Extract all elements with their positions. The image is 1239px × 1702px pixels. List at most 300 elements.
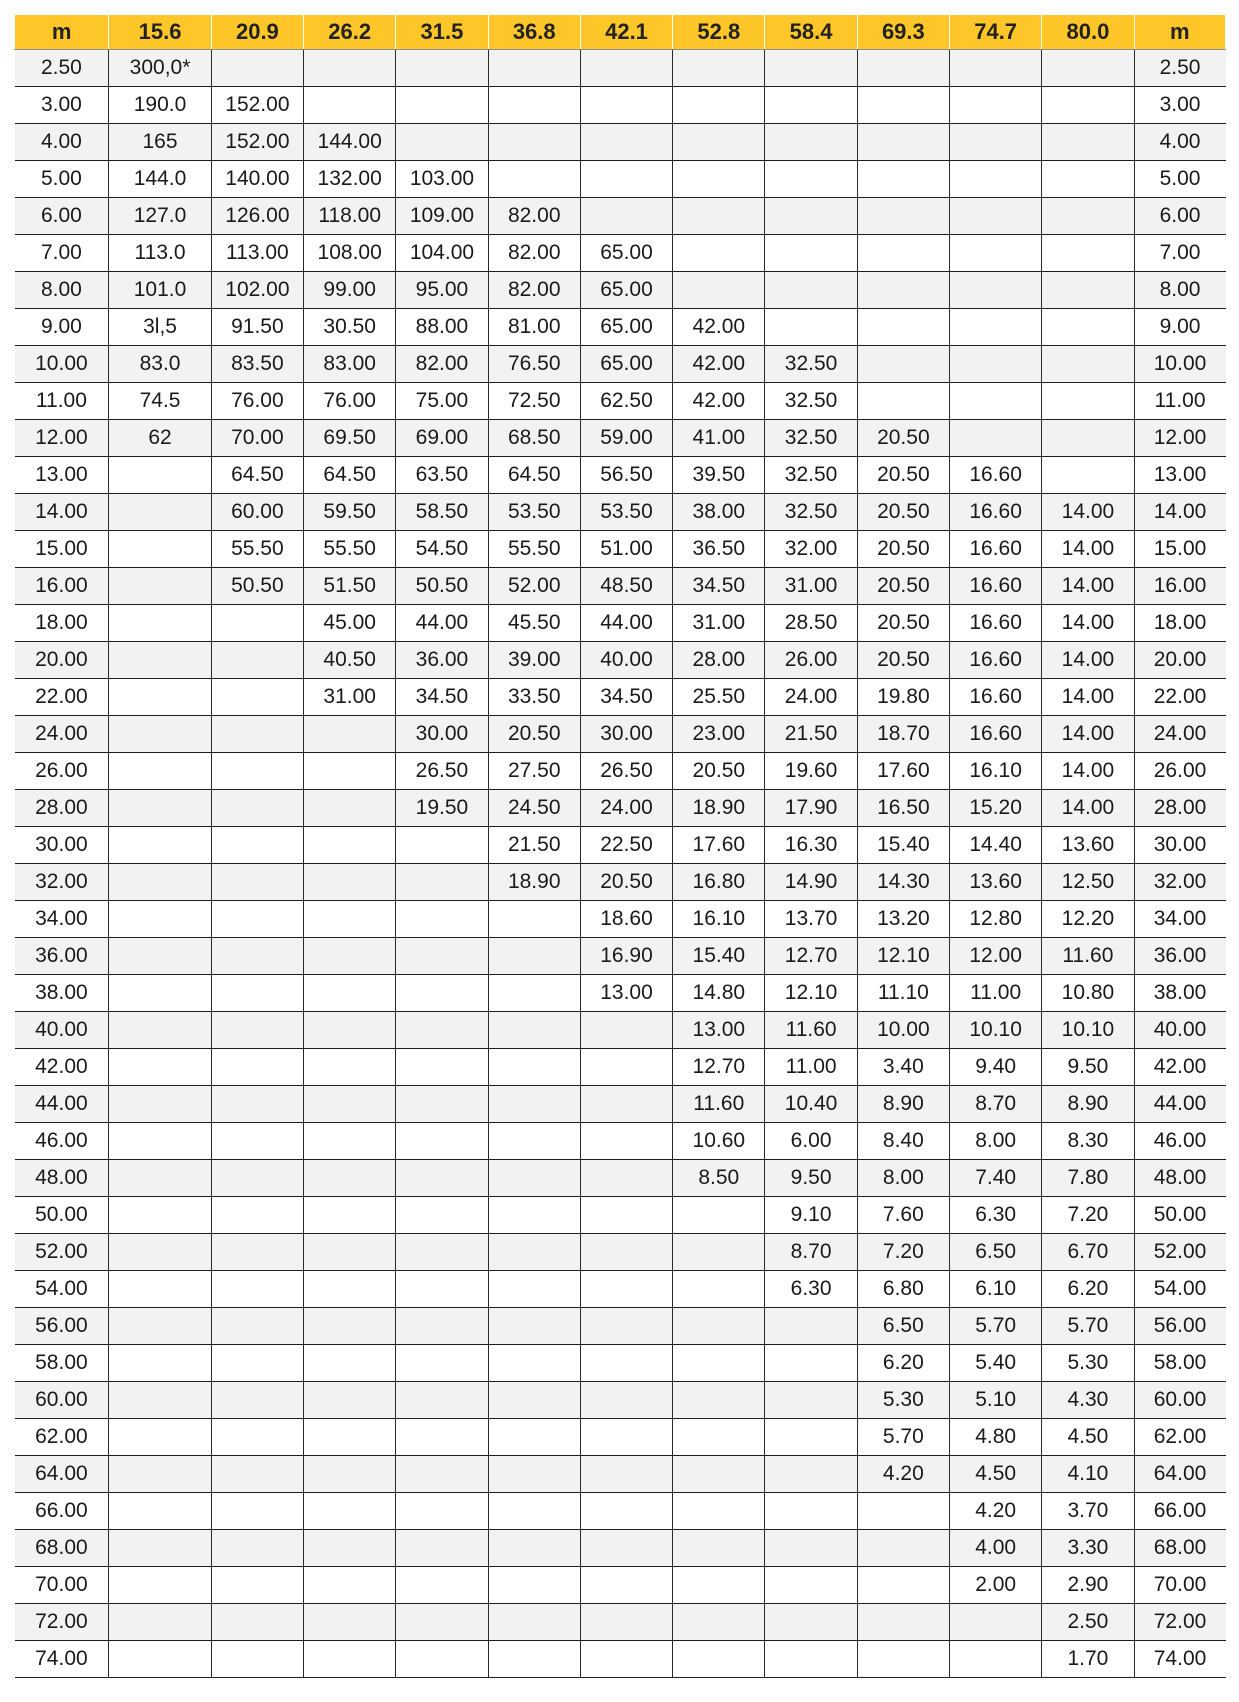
load-cell: 27.50: [488, 753, 580, 790]
load-cell: [857, 198, 949, 235]
radius-cell-left: 48.00: [15, 1160, 109, 1197]
table-row: [15, 1308, 1226, 1345]
load-cell: 1.70: [1042, 1641, 1134, 1678]
load-cell: 4.80: [950, 1419, 1042, 1456]
load-cell: [580, 198, 672, 235]
load-cell: 33.50: [488, 679, 580, 716]
load-cell: [396, 1308, 488, 1345]
table-row: [15, 457, 1226, 494]
load-cell: [109, 1493, 211, 1530]
load-cell: [673, 1419, 765, 1456]
load-cell: 12.50: [1042, 864, 1134, 901]
load-cell: 101.0: [109, 272, 211, 309]
load-cell: [109, 901, 211, 938]
load-cell: [857, 309, 949, 346]
load-cell: [304, 1123, 396, 1160]
load-cell: [1042, 235, 1134, 272]
load-cell: 13.60: [950, 864, 1042, 901]
load-cell: 20.50: [488, 716, 580, 753]
load-cell: [580, 1382, 672, 1419]
radius-cell-left: 11.00: [15, 383, 109, 420]
load-cell: [950, 1641, 1042, 1678]
table-row: [15, 975, 1226, 1012]
load-cell: 16.60: [950, 531, 1042, 568]
load-cell: 40.00: [580, 642, 672, 679]
load-cell: [580, 1123, 672, 1160]
radius-cell-right: 3.00: [1134, 87, 1225, 124]
load-cell: 16.30: [765, 827, 857, 864]
load-cell: 8.90: [857, 1086, 949, 1123]
load-cell: [857, 1493, 949, 1530]
load-cell: 16.60: [950, 494, 1042, 531]
radius-cell-left: 9.00: [15, 309, 109, 346]
load-cell: [950, 346, 1042, 383]
load-cell: [396, 1123, 488, 1160]
load-cell: 39.50: [673, 457, 765, 494]
radius-cell-right: 42.00: [1134, 1049, 1225, 1086]
radius-cell-left: 66.00: [15, 1493, 109, 1530]
radius-cell-left: 54.00: [15, 1271, 109, 1308]
load-cell: [765, 1419, 857, 1456]
load-cell: 31.00: [304, 679, 396, 716]
load-cell: [673, 198, 765, 235]
load-cell: 16.90: [580, 938, 672, 975]
load-cell: [396, 1086, 488, 1123]
radius-cell-left: 15.00: [15, 531, 109, 568]
load-cell: [580, 1049, 672, 1086]
load-cell: 32.50: [765, 346, 857, 383]
load-cell: [304, 1456, 396, 1493]
table-row: [15, 1567, 1226, 1604]
load-cell: [304, 938, 396, 975]
load-cell: 26.00: [765, 642, 857, 679]
load-cell: [396, 975, 488, 1012]
radius-cell-left: 18.00: [15, 605, 109, 642]
radius-cell-right: 50.00: [1134, 1197, 1225, 1234]
radius-cell-right: 62.00: [1134, 1419, 1225, 1456]
load-cell: 11.60: [1042, 938, 1134, 975]
table-row: [15, 901, 1226, 938]
load-cell: 11.60: [673, 1086, 765, 1123]
load-cell: [673, 1567, 765, 1604]
load-cell: 45.00: [304, 605, 396, 642]
load-cell: [488, 1271, 580, 1308]
load-cell: [211, 1049, 303, 1086]
load-cell: [211, 1456, 303, 1493]
header-boom-length: 31.5: [396, 15, 488, 50]
load-cell: 190.0: [109, 87, 211, 124]
load-cell: [765, 1456, 857, 1493]
radius-cell-right: 48.00: [1134, 1160, 1225, 1197]
load-cell: [488, 1345, 580, 1382]
load-cell: 5.40: [950, 1345, 1042, 1382]
load-cell: 12.70: [765, 938, 857, 975]
load-cell: 14.00: [1042, 753, 1134, 790]
radius-cell-left: 32.00: [15, 864, 109, 901]
load-cell: 17.90: [765, 790, 857, 827]
load-cell: 14.00: [1042, 494, 1134, 531]
load-cell: 108.00: [304, 235, 396, 272]
load-cell: [488, 1641, 580, 1678]
load-cell: [1042, 198, 1134, 235]
load-cell: [673, 1234, 765, 1271]
load-cell: 7.60: [857, 1197, 949, 1234]
load-cell: [580, 1086, 672, 1123]
load-cell: [580, 1641, 672, 1678]
load-cell: [396, 1160, 488, 1197]
load-cell: 81.00: [488, 309, 580, 346]
radius-cell-right: 46.00: [1134, 1123, 1225, 1160]
header-boom-length: 20.9: [211, 15, 303, 50]
load-cell: 16.50: [857, 790, 949, 827]
radius-cell-right: 9.00: [1134, 309, 1225, 346]
load-cell: 17.60: [673, 827, 765, 864]
load-cell: 10.00: [857, 1012, 949, 1049]
load-cell: 82.00: [396, 346, 488, 383]
load-cell: 15.40: [857, 827, 949, 864]
load-cell: [950, 383, 1042, 420]
radius-cell-right: 36.00: [1134, 938, 1225, 975]
load-cell: [765, 1345, 857, 1382]
load-cell: 28.50: [765, 605, 857, 642]
radius-cell-left: 26.00: [15, 753, 109, 790]
load-cell: [580, 1493, 672, 1530]
load-cell: [109, 1197, 211, 1234]
table-row: [15, 420, 1226, 457]
load-cell: [109, 938, 211, 975]
radius-cell-right: 58.00: [1134, 1345, 1225, 1382]
load-cell: 68.50: [488, 420, 580, 457]
load-cell: 20.50: [673, 753, 765, 790]
load-cell: 14.00: [1042, 716, 1134, 753]
load-cell: [765, 1382, 857, 1419]
load-cell: [396, 864, 488, 901]
table-row: [15, 1456, 1226, 1493]
load-cell: 103.00: [396, 161, 488, 198]
load-cell: 8.90: [1042, 1086, 1134, 1123]
load-cell: 6.70: [1042, 1234, 1134, 1271]
load-cell: 50.50: [211, 568, 303, 605]
load-cell: 3l,5: [109, 309, 211, 346]
load-cell: [765, 124, 857, 161]
load-cell: [396, 1493, 488, 1530]
table-row: [15, 790, 1226, 827]
load-cell: [109, 1160, 211, 1197]
load-cell: [211, 790, 303, 827]
header-boom-length: 36.8: [488, 15, 580, 50]
load-cell: 20.50: [857, 457, 949, 494]
table-row: [15, 531, 1226, 568]
load-cell: [1042, 272, 1134, 309]
load-cell: 10.60: [673, 1123, 765, 1160]
load-cell: [488, 1308, 580, 1345]
load-cell: 13.70: [765, 901, 857, 938]
radius-cell-right: 24.00: [1134, 716, 1225, 753]
load-cell: [211, 1493, 303, 1530]
table-row: [15, 1604, 1226, 1641]
load-cell: [673, 1493, 765, 1530]
header-row: [15, 15, 1226, 50]
table-row: [15, 87, 1226, 124]
load-cell: 300,0*: [109, 50, 211, 87]
load-cell: [580, 87, 672, 124]
load-cell: 8.70: [950, 1086, 1042, 1123]
load-cell: [950, 87, 1042, 124]
load-cell: [673, 1604, 765, 1641]
load-cell: 24.50: [488, 790, 580, 827]
load-cell: [673, 50, 765, 87]
load-cell: 41.00: [673, 420, 765, 457]
load-cell: 50.50: [396, 568, 488, 605]
radius-cell-right: 68.00: [1134, 1530, 1225, 1567]
load-cell: 140.00: [211, 161, 303, 198]
load-cell: 7.80: [1042, 1160, 1134, 1197]
load-cell: [304, 1604, 396, 1641]
load-cell: 16.60: [950, 605, 1042, 642]
load-cell: [304, 1567, 396, 1604]
load-cell: [304, 1530, 396, 1567]
load-cell: [1042, 346, 1134, 383]
radius-cell-right: 34.00: [1134, 901, 1225, 938]
radius-cell-left: 2.50: [15, 50, 109, 87]
table-row: [15, 938, 1226, 975]
radius-cell-left: 64.00: [15, 1456, 109, 1493]
load-cell: 7.40: [950, 1160, 1042, 1197]
radius-cell-left: 58.00: [15, 1345, 109, 1382]
table-row: [15, 1160, 1226, 1197]
load-cell: [211, 642, 303, 679]
load-cell: [109, 568, 211, 605]
radius-cell-right: 8.00: [1134, 272, 1225, 309]
load-cell: 152.00: [211, 87, 303, 124]
radius-cell-right: 5.00: [1134, 161, 1225, 198]
load-cell: 38.00: [673, 494, 765, 531]
load-cell: [211, 753, 303, 790]
load-cell: 88.00: [396, 309, 488, 346]
radius-cell-left: 34.00: [15, 901, 109, 938]
load-cell: [211, 938, 303, 975]
load-cell: 60.00: [211, 494, 303, 531]
radius-cell-left: 38.00: [15, 975, 109, 1012]
load-cell: 4.30: [1042, 1382, 1134, 1419]
table-row: [15, 161, 1226, 198]
load-cell: 14.30: [857, 864, 949, 901]
radius-cell-left: 72.00: [15, 1604, 109, 1641]
load-cell: 20.50: [857, 531, 949, 568]
load-cell: [765, 161, 857, 198]
load-cell: [109, 1234, 211, 1271]
radius-cell-right: 28.00: [1134, 790, 1225, 827]
load-cell: [580, 1271, 672, 1308]
load-cell: [488, 1456, 580, 1493]
radius-cell-right: 40.00: [1134, 1012, 1225, 1049]
load-cell: 12.70: [673, 1049, 765, 1086]
load-cell: [1042, 457, 1134, 494]
load-cell: 10.10: [950, 1012, 1042, 1049]
radius-cell-right: 56.00: [1134, 1308, 1225, 1345]
load-cell: 15.20: [950, 790, 1042, 827]
load-cell: [211, 1197, 303, 1234]
radius-cell-left: 68.00: [15, 1530, 109, 1567]
load-cell: [396, 1382, 488, 1419]
load-cell: 8.00: [950, 1123, 1042, 1160]
table-row: [15, 1086, 1226, 1123]
load-cell: 10.80: [1042, 975, 1134, 1012]
load-cell: [488, 1012, 580, 1049]
load-cell: [304, 1271, 396, 1308]
load-cell: [109, 1567, 211, 1604]
radius-cell-left: 56.00: [15, 1308, 109, 1345]
load-cell: [304, 827, 396, 864]
load-cell: 99.00: [304, 272, 396, 309]
load-cell: 9.10: [765, 1197, 857, 1234]
load-cell: 14.00: [1042, 531, 1134, 568]
load-cell: [304, 1160, 396, 1197]
load-cell: 6.30: [765, 1271, 857, 1308]
table-row: [15, 198, 1226, 235]
radius-cell-left: 22.00: [15, 679, 109, 716]
load-cell: 4.50: [1042, 1419, 1134, 1456]
load-cell: [580, 124, 672, 161]
load-cell: [109, 605, 211, 642]
load-cell: 9.40: [950, 1049, 1042, 1086]
radius-cell-left: 8.00: [15, 272, 109, 309]
table-row: [15, 1197, 1226, 1234]
load-cell: 55.50: [304, 531, 396, 568]
table-row: [15, 1530, 1226, 1567]
load-cell: 95.00: [396, 272, 488, 309]
load-cell: [765, 309, 857, 346]
load-cell: 30.50: [304, 309, 396, 346]
load-cell: [488, 1123, 580, 1160]
load-cell: [1042, 383, 1134, 420]
radius-cell-right: 12.00: [1134, 420, 1225, 457]
load-cell: [109, 1382, 211, 1419]
load-cell: [396, 124, 488, 161]
load-cell: 4.20: [950, 1493, 1042, 1530]
load-cell: 51.50: [304, 568, 396, 605]
load-cell: [765, 1641, 857, 1678]
table-row: [15, 124, 1226, 161]
load-cell: [765, 50, 857, 87]
load-cell: 52.00: [488, 568, 580, 605]
radius-cell-left: 36.00: [15, 938, 109, 975]
load-cell: [109, 864, 211, 901]
load-cell: [673, 124, 765, 161]
load-cell: [1042, 161, 1134, 198]
load-cell: [211, 1012, 303, 1049]
load-cell: 20.50: [857, 494, 949, 531]
load-cell: 24.00: [765, 679, 857, 716]
radius-cell-right: 70.00: [1134, 1567, 1225, 1604]
load-cell: 58.50: [396, 494, 488, 531]
radius-cell-right: 16.00: [1134, 568, 1225, 605]
load-cell: 13.20: [857, 901, 949, 938]
load-cell: 74.5: [109, 383, 211, 420]
load-cell: [488, 1567, 580, 1604]
load-cell: 8.70: [765, 1234, 857, 1271]
load-cell: [673, 1197, 765, 1234]
load-cell: 132.00: [304, 161, 396, 198]
load-cell: 20.50: [857, 568, 949, 605]
radius-cell-right: 66.00: [1134, 1493, 1225, 1530]
load-cell: 32.50: [765, 457, 857, 494]
load-cell: 104.00: [396, 235, 488, 272]
load-cell: [211, 1604, 303, 1641]
table-row: [15, 679, 1226, 716]
load-cell: 22.50: [580, 827, 672, 864]
load-cell: [488, 1234, 580, 1271]
load-cell: [765, 1604, 857, 1641]
load-cell: [488, 1419, 580, 1456]
load-cell: [109, 531, 211, 568]
load-cell: 83.0: [109, 346, 211, 383]
load-cell: 31.00: [765, 568, 857, 605]
table-body: [15, 50, 1226, 1678]
load-cell: 53.50: [488, 494, 580, 531]
radius-cell-left: 50.00: [15, 1197, 109, 1234]
load-cell: 44.00: [580, 605, 672, 642]
load-cell: [109, 1345, 211, 1382]
load-cell: 59.00: [580, 420, 672, 457]
load-cell: 6.30: [950, 1197, 1042, 1234]
load-cell: [950, 1604, 1042, 1641]
load-cell: [396, 1345, 488, 1382]
load-cell: 8.40: [857, 1123, 949, 1160]
load-cell: 32.50: [765, 420, 857, 457]
load-cell: [396, 1604, 488, 1641]
load-cell: [211, 1123, 303, 1160]
load-cell: 39.00: [488, 642, 580, 679]
load-cell: 18.60: [580, 901, 672, 938]
table-row: [15, 1345, 1226, 1382]
load-cell: 16.60: [950, 716, 1042, 753]
load-cell: 34.50: [396, 679, 488, 716]
load-cell: [304, 901, 396, 938]
load-cell: 5.10: [950, 1382, 1042, 1419]
load-cell: 34.50: [673, 568, 765, 605]
load-cell: 4.00: [950, 1530, 1042, 1567]
radius-cell-left: 30.00: [15, 827, 109, 864]
load-cell: 4.20: [857, 1456, 949, 1493]
load-cell: 126.00: [211, 198, 303, 235]
load-cell: [580, 50, 672, 87]
load-cell: 64.50: [211, 457, 303, 494]
load-cell: 10.10: [1042, 1012, 1134, 1049]
load-cell: [396, 1234, 488, 1271]
radius-cell-right: 15.00: [1134, 531, 1225, 568]
load-cell: 165: [109, 124, 211, 161]
load-cell: [211, 975, 303, 1012]
load-cell: 70.00: [211, 420, 303, 457]
load-cell: [109, 494, 211, 531]
load-cell: 7.20: [857, 1234, 949, 1271]
load-cell: 53.50: [580, 494, 672, 531]
load-cell: 118.00: [304, 198, 396, 235]
load-cell: 2.00: [950, 1567, 1042, 1604]
load-cell: [857, 161, 949, 198]
load-cell: [857, 1641, 949, 1678]
table-row: [15, 753, 1226, 790]
table-row: [15, 1012, 1226, 1049]
load-cell: [211, 1382, 303, 1419]
load-cell: [580, 1308, 672, 1345]
load-cell: [950, 124, 1042, 161]
load-cell: [211, 1308, 303, 1345]
load-cell: 20.50: [857, 642, 949, 679]
load-cell: [950, 272, 1042, 309]
load-cell: [211, 679, 303, 716]
